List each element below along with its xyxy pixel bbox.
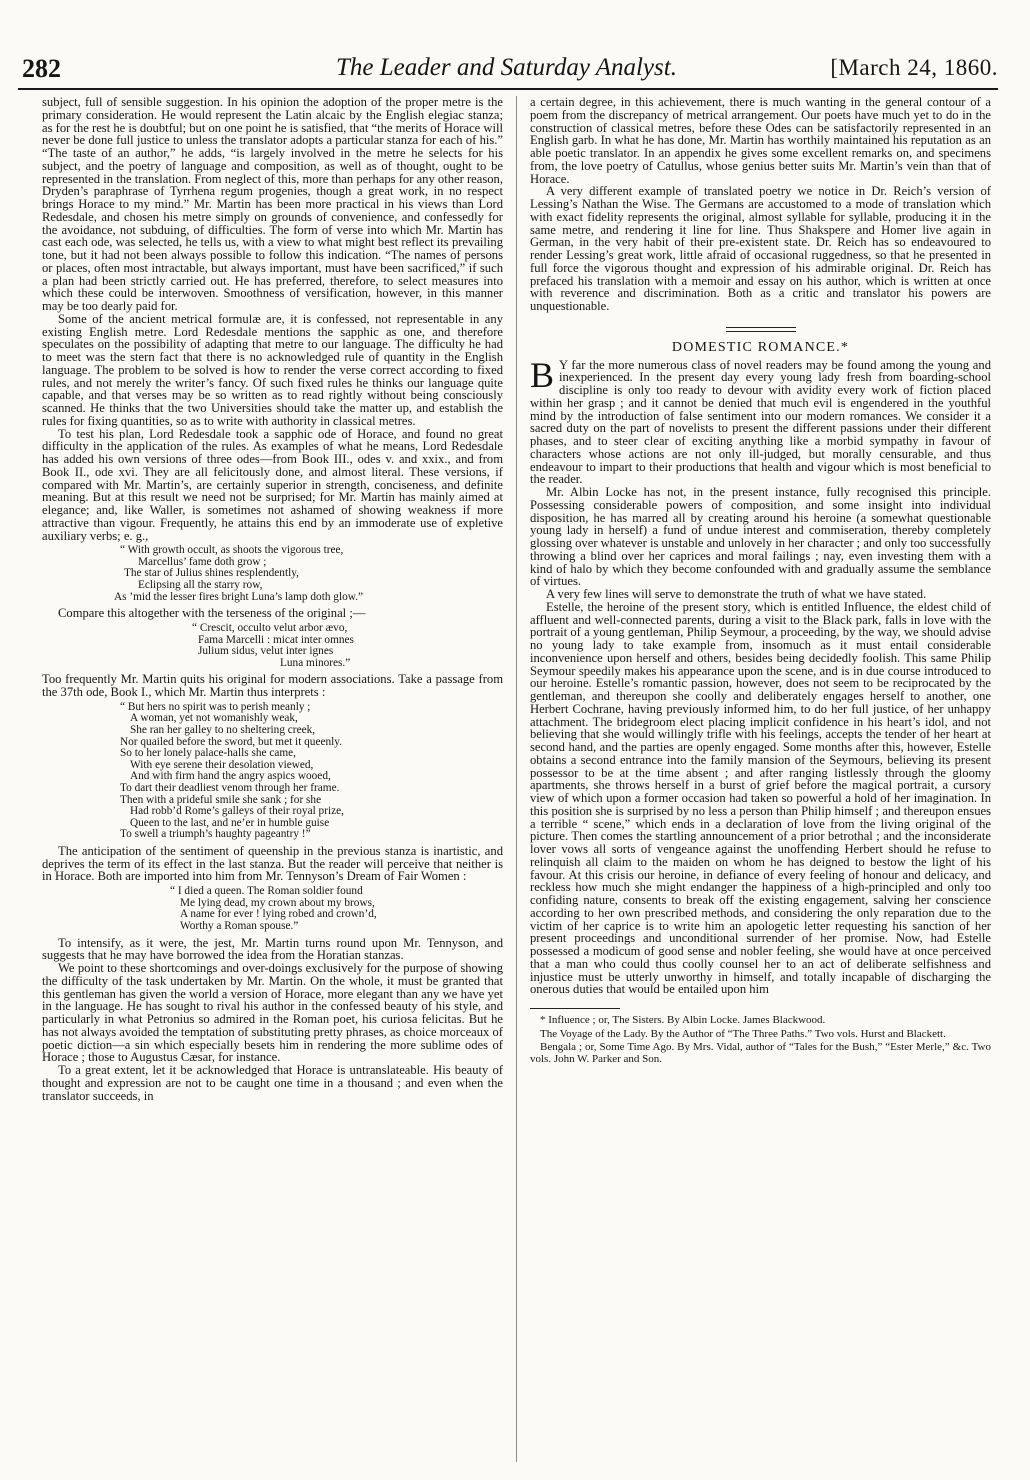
paragraph: To intensify, as it were, the jest, Mr. Martin turns round upon Mr. Tennyson, and suggests that he may have borrowed the idea from the Horatian stanzas. — [42, 935, 503, 963]
verse-block — [42, 545, 503, 603]
verse-line: Me lying dead, my crown about my brows, — [180, 896, 375, 909]
footnote: The Voyage of the Lady. By the Author of “The Three Paths.” Two vols. Hurst and Blackett. — [540, 1027, 946, 1040]
right-column — [530, 96, 991, 1471]
paragraph: Compare this altogether with the terseness of the original ;— — [58, 606, 366, 621]
verse-line: She ran her galley to no sheltering creek, — [130, 724, 316, 737]
verse-line: Eclipsing all the starry row, — [138, 579, 263, 592]
paragraph: A very different example of translated poetry we notice in Dr. Reich’s version of Lessing’s Nathan the Wise. The Germans are accustomed to a mode of translation which with exact fidelity represents the original, almost syllable for syllable, producing it in the same metre, and rendering it line for line. Thus Shakspere and Homer live again in German, in the very habit of their pre-existent state. Dr. Reich has so endeavoured to render Lessing’s great work, little afraid of occasional ruggedness, so that he presented in full force the vigorous thought and expression of his admirable original. Dr. Reich has prefaced his translation with a memoir and essay on his author, which is written at once with reverence and discrimination. Both as a critic and translator his powers are unquestionable. — [530, 184, 991, 313]
verse-line: Luna minores.” — [280, 656, 351, 669]
verse-line: The star of Julius shines resplendently, — [124, 567, 299, 580]
paragraph: a certain degree, in this achievement, there is much wanting in the general contour of a poem from the discrepancy of metrical arrangement. Our poets have much yet to do in the construction of classical metres, before these Odes can be satisfactorily represented in an English garb. In what he has done, Mr. Martin has worthily maintained his reputation as an able poetic translator. In an appendix he gives some excellent remarks on, and specimens from, the love poetry of Catullus, whose genius better suits Mr. Martin’s vein than that of Horace. — [530, 96, 991, 186]
paragraph: To test his plan, Lord Redesdale took a sapphic ode of Horace, and found no great difficulty in the application of the rules. As examples of what he means, Lord Redesdale has added his own versions of three odes—from Book III., odes v. and xxix., and from Book II., ode xvi. They are all felicitously done, and almost literal. These versions, if compared with Mr. Martin’s, are certainly superior in strength, conciseness, and definite meaning. But at this result we need not be surprised; for Mr. Martin has mainly aimed at elegance; and, like Waller, is sometimes not ashamed of showing weakness if more attractive than vigour. Frequently, he attains this end by an immoderate use of expletive auxiliary verbs; e. g., — [42, 426, 503, 543]
verse-line: “ Crescit, occulto velut arbor ævo, — [192, 621, 348, 634]
verse-line: A name for ever ! lying robed and crown’d, — [180, 908, 377, 921]
verse-line: To swell a triumph’s haughty pageantry !” — [120, 828, 311, 841]
publication-title: The Leader and Saturday Analyst. — [336, 54, 677, 81]
verse-line: To dart their deadliest venom through her frame. — [120, 782, 340, 794]
verse-block — [42, 886, 503, 932]
verse-line: Nor quailed before the sword, but met it queenly. — [120, 735, 343, 748]
paragraph: Too frequently Mr. Martin quits his original for modern associations. Take a passage from the 37th ode, Book I., which Mr. Martin thus interprets : — [42, 672, 503, 700]
footnote: Bengala ; or, Some Time Ago. By Mrs. Vidal, author of “Tales for the Bush,” “Ester Merle,” &c. Two vols. John W. Parker and Son. — [530, 1041, 991, 1065]
verse-block — [42, 702, 503, 841]
footnote-divider — [530, 1008, 620, 1009]
verse-line: A woman, yet not womanishly weak, — [130, 712, 298, 725]
paragraph: subject, full of sensible suggestion. In his opinion the adoption of the proper metre is the primary consideration. He would represent the Latin alcaic by the English elegiac stanza; as for the rest he is doubtful; but on one point he is satisfied, that “the merits of Horace will never be done full justice to unless the translator adopts a particular stanza for each of his.” “The taste of an author,” he adds, “is largely involved in the metre he selects for his subject, and the poetry of language and composition, as well as of thought, ought to be represented in the translation. From neglect of this, more than perhaps for any other reason, Dryden’s paraphrase of Tyrrhena regum progenies, though a great work, in no respect brings Horace to my mind.” Mr. Martin has been more practical in his views than Lord Redesdale, and chosen his metre simply on grounds of convenience, and confessedly for the avoidance, not subduing, of difficulties. The form of verse into which Mr. Martin has cast each ode, was selected, he tells us, with a view to what might best reflect its prevailing tone, but it had not been always possible to follow this indication. “The names of persons or places, often most intractable, but always important, must have been sacrificed,” if such a plan had been strictly carried out. He has preferred, therefore, to select measures into which these could be interwoven. Smoothness of versification, however, in this manner may be too dearly paid for. — [42, 96, 503, 313]
section-divider — [726, 327, 796, 332]
verse-line: “ With growth occult, as shoots the vigorous tree, — [120, 544, 344, 557]
drop-cap: B — [530, 354, 555, 395]
paragraph: Estelle, the heroine of the present story, which is entitled Influence, the eldest child of affluent and well-connected parents, during a visit to the Black park, falls in love with the portrait of a young gentleman, Philip Seymour, a proceeding, by the way, we should advise no young lady to take example from, insomuch as it must entail considerable inconvenience upon herself and others, besides being decidedly foolish. This same Philip Seymour speedily makes his appearance upon the scene, and is in due course introduced to our heroine. Estelle’s romantic passion, however, does not seem to be reciprocated by the gentleman, and thereupon she coolly and deliberately engages herself to another, one Herbert Cochrane, having previously informed him, to do her full justice, of her unhappy attachment. The bridegroom elect placing implicit confidence in his heart’s idol, and not believing that she would willingly trifle with his feelings, accepts the tender of her heart at second hand, and the parties are openly engaged. Some months after this, however, Estelle obtains a second entrance into the family mansion of the Seymours, believing its present possessor to be at the time absent ; and after ranging listlessly through the gloomy apartments, she throws herself in a burst of grief before the magical portrait, a cursory view of which upon a former occasion had taken so powerful a hold of her imagination. In this position she is surprised by no less a person than Philip himself ; and thereupon ensues a terrible “ scene,” which ends in a declaration of love from the living original of the picture. Then comes the startling announcement of a prior betrothal ; and the inconsiderate lover vows all sorts of vengeance against the unoffending Herbert should he refuse to relinquish all claim to the maiden on whom he has deigned to bestow the light of his favour. At this crisis our heroine, in defiance of every feeling of honour and delicacy, and reckless how much she might endanger the happiness of a high-principled and only too confiding nature, consents to break off the existing engagement, salving her conscience according to her own prescribed methods, and considering the only reparation due to the victim of her caprice is to write him an apologetic letter requesting his sanction of her present proceedings and unconditional surrender of her promise. Now, had Estelle possessed a modicum of good sense and nobler feeling, she would have at once perceived that a man who could thus coolly counsel her to an act of deliberate selfishness and injustice must be utterly unworthy in himself, and totally incapable of discharging the onerous duties that would be entailed upon him — [530, 599, 991, 997]
paragraph: Some of the ancient metrical formulæ are, it is confessed, not representable in any existing English metre. Lord Redesdale mentions the sapphic as one, and therefore speculates on the possibility of adapting that metre to our language. The difficulty he had to meet was the stern fact that there is no acknowledged rule of quantity in the English language. The problem to be solved is how to render the verse correct according to fixed rules, and not merely the writer’s fancy. Of such fixed rules he thinks our language quite capable, and that verses may be so written as to read rightly without being consciously scanned. He thinks that the two Universities should take the matter up, and establish the rules for fixing quantities, so as to write with authority in classical metres. — [42, 311, 503, 428]
verse-line: As ’mid the lesser fires bright Luna’s lamp doth glow.” — [114, 590, 364, 603]
verse-line: So to her lonely palace-halls she came, — [120, 747, 296, 760]
page-header — [18, 52, 998, 90]
verse-line: “ I died a queen. The Roman soldier found — [170, 885, 363, 898]
verse-line: Then with a prideful smile she sank ; for she — [120, 793, 322, 806]
paragraph: To a great extent, let it be acknowledged that Horace is untranslateable. His beauty of thought and expression are not to be caught one time in a thousand ; and even when the translator succeeds, in — [42, 1063, 503, 1103]
page-number: 282 — [22, 54, 61, 83]
verse-line: Worthy a Roman spouse.” — [180, 920, 299, 932]
paragraph-text: Y far the more numerous class of novel readers may be found among the young and inexperienced. In the present day every young lady fresh from boarding-school discipline is only too ready to devour with avidity every work of fiction placed within her grasp ; and it cannot be denied that much evil is engendered in the youthful mind by the introduction of false sentiment into our modern romances. We consider it a sacred duty on the part of novelists to present the different passions under their different phases, and to steer clear of exciting anything like a morbid sympathy in favour of characters whose actions are not only ill-judged, but morally censurable, and thus endeavour to impart to their productions that health and vigour which is most beneficial to the reader. — [530, 357, 991, 487]
verse-line: With eye serene their desolation viewed, — [130, 758, 314, 771]
section-heading: DOMESTIC ROMANCE.* — [671, 339, 850, 355]
footnotes — [530, 1015, 991, 1065]
verse-line: Queen to the last, and ne’er in humble guise — [130, 816, 330, 829]
paragraph: The anticipation of the sentiment of queenship in the previous stanza is inartistic, and deprives the term of its effect in the last stanza. But the reader will perceive that neither is in Horace. Both are imported into him from Mr. Tennyson’s Dream of Fair Women : — [42, 843, 503, 884]
left-column — [42, 96, 503, 1471]
latin-verse-block — [42, 623, 503, 669]
verse-line: Marcellus’ fame doth grow ; — [138, 555, 267, 568]
footnote: * Influence ; or, The Sisters. By Albin Locke. James Blackwood. — [540, 1014, 826, 1026]
paragraph: Mr. Albin Locke has not, in the present instance, fully recognised this principle. Possessing considerable powers of composition, and some insight into individual disposition, he has marred all by creating around his heroine (a somewhat questionable young lady in herself) a fund of undue interest and commiseration, thereby completely glossing over whatever is unstable and unlovely in her character ; and only too successfully throwing a blind over her caprices and moral failings ; nay, even investing them with a kind of halo by which they become confounded with and gradually assume the semblance of virtues. — [530, 485, 991, 589]
column-divider — [516, 96, 517, 1462]
verse-line: “ But hers no spirit was to perish meanly ; — [120, 700, 311, 713]
issue-date: [March 24, 1860. — [830, 55, 998, 80]
paragraph — [530, 354, 991, 487]
verse-line: Fama Marcelli : micat inter omnes — [198, 633, 354, 646]
paragraph: We point to these shortcomings and over-doings exclusively for the purpose of showing the difficulty of the task undertaken by Mr. Martin. On the whole, it must be granted that this gentleman has given the world a version of Horace, more elegant than any we have yet in the language. He has sought to rival his author in the confessed beauty of his style, and particularly in what Petronius so admired in the Roman poet, his curiosa felicitas. But he has not always avoided the temptation of substituting pretty phrases, as choice morceaux of poetic diction—a sin which especially besets him in rendering the more sublime odes of Horace ; those to Augustus Cæsar, for instance. — [42, 961, 503, 1065]
verse-line: Julium sidus, velut inter ignes — [198, 645, 334, 658]
paragraph: A very few lines will serve to demonstrate the truth of what we have stated. — [546, 587, 927, 601]
verse-line: Had robb’d Rome’s galleys of their royal prize, — [130, 805, 344, 818]
verse-line: And with firm hand the angry aspics wooed, — [130, 770, 331, 783]
